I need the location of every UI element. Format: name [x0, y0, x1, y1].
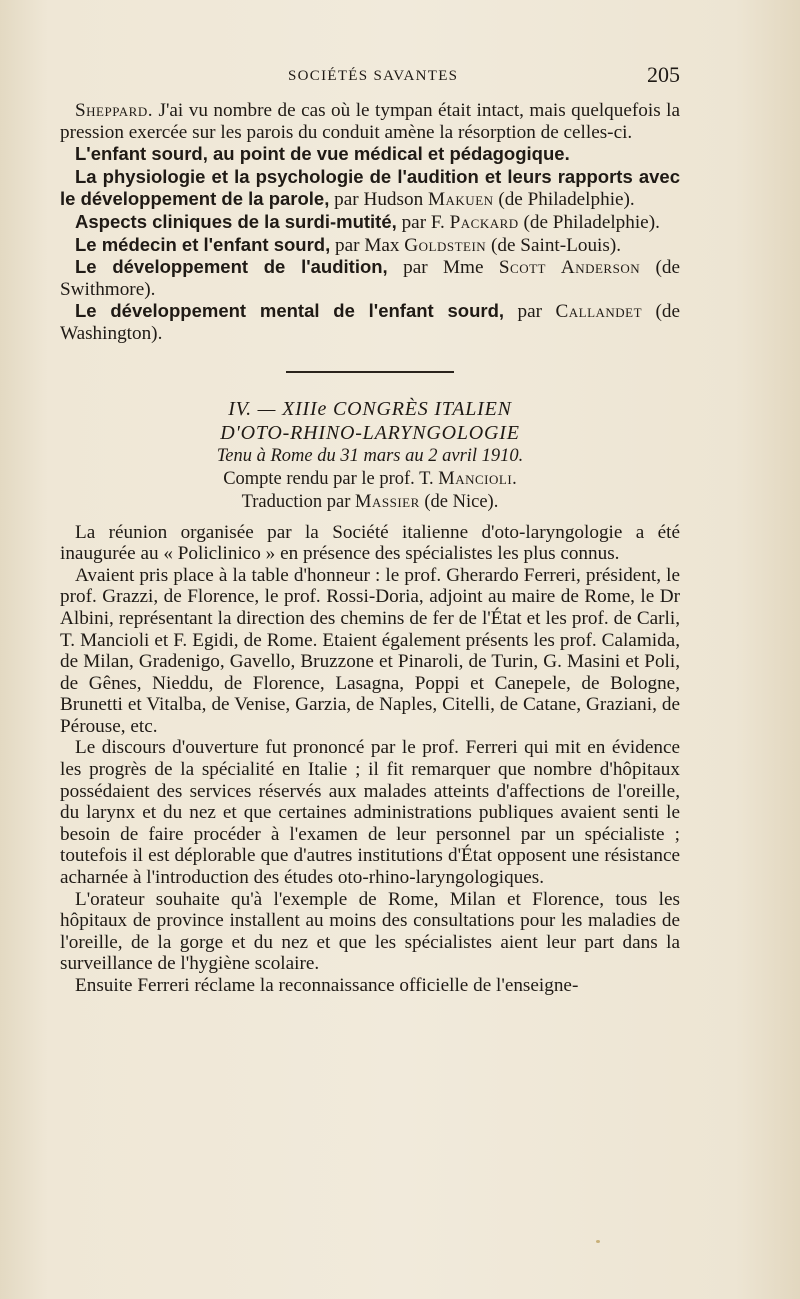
paper-entry: [60, 211, 680, 234]
report-credit-end: .: [512, 468, 517, 489]
paper-entry: [60, 300, 680, 344]
paper-byline: par Hudson: [329, 189, 428, 211]
paper-affiliation: (de Saint-Louis).: [486, 234, 622, 256]
translation-credit-end: (de Nice).: [419, 491, 499, 512]
paper-title: Le développement mental de l'enfant sourd,: [75, 300, 505, 322]
paper-entry: [60, 166, 680, 211]
paper-title: Le médecin et l'enfant sourd,: [75, 233, 331, 255]
paper-byline: par: [504, 301, 556, 323]
paper-author: Makuen: [427, 189, 494, 211]
paper-author: Callandet: [555, 301, 643, 323]
body-paragraph: L'orateur souhaite qu'à l'exemple de Rome, Milan et Florence, tous les hôpitaux de province installent au moins des consultations pour les maladies de l'oreille, de la gorge et du nez et que les spécialistes aient leur part dans la surveillance de l'hygiène scolaire.: [60, 888, 680, 975]
paper-speck: [596, 1240, 600, 1243]
paper-title: La physiologie et la psychologie de l'audition et leurs rapports avec le développement de la parole,: [60, 165, 680, 210]
section-subheading: D'OTO-RHINO-LARYNGOLOGIE: [220, 421, 520, 444]
report-credit: [60, 468, 680, 491]
paper-affiliation: (de Swithmore).: [60, 257, 680, 300]
paper-byline: par Mme: [387, 257, 499, 279]
paper-title: L'enfant sourd, au point de vue médical et pédagogique.: [75, 143, 570, 165]
body-paragraph: Le discours d'ouverture fut prononcé par le prof. Ferreri qui mit en évidence les progrès de la spécialité en Italie ; il fit remarquer que nombre d'hôpitaux possédaient des services réservés aux malades atteints d'affections de l'oreille, du larynx et du nez et que certaines administrations publiques avaient senti le besoin de faire procéder à l'examen de leur personnel par un spécialiste ; toutefois il est déplorable que d'autres institutions d'État opposent une résistance acharnée à l'introduction des études oto-rhino-laryngologiques.: [60, 737, 680, 889]
page-number: 205: [647, 62, 680, 87]
body-paragraph: Avaient pris place à la table d'honneur : le prof. Gherardo Ferreri, président, le prof. Grazzi, de Florence, le prof. Rossi-Doria, adjoint au maire de Rome, le Dr Albini, représentant la direction des chemins de fer de l'État et les prof. de Carli, T. Mancioli et F. Egidi, de Rome. Etaient également présents les prof. Calamida, de Milan, Gradenigo, Gavello, Bruzzone et Pinaroli, de Turin, G. Masini et Poli, de Gênes, Nieddu, de Florence, Lasagna, Poppi et Canepele, de Bologne, Brunetti et Vitalba, de Venise, Garzia, de Naples, Citelli, de Catane, Graziani, de Pérouse, etc.: [60, 564, 680, 737]
translation-credit-text: Traduction par: [241, 491, 356, 512]
spacer: [60, 514, 680, 522]
paper-affiliation: (de Philadelphie).: [518, 211, 660, 233]
report-author: Mancioli: [438, 468, 513, 489]
paper-entry: [60, 256, 680, 300]
paper-title: Le développement de l'audition,: [75, 256, 388, 278]
paper-author: Scott Anderson: [498, 257, 641, 279]
section-heading: IV. — XIIIe CONGRÈS ITALIEN: [228, 397, 512, 420]
running-title: SOCIÉTÉS SAVANTES: [288, 68, 459, 84]
text-column: [60, 100, 680, 997]
paper-entry: [60, 143, 680, 166]
body-paragraph: Ensuite Ferreri réclame la reconnaissance officielle de l'enseigne-: [75, 975, 579, 996]
meeting-dates: Tenu à Rome du 31 mars au 2 avril 1910.: [216, 445, 524, 466]
paper-affiliation: (de Washington).: [60, 301, 681, 344]
paper-author: Goldstein: [404, 234, 487, 256]
paper-author: Packard: [449, 211, 519, 233]
translator-name: Massier: [355, 491, 420, 512]
paper-affiliation: (de Philadelphie).: [493, 189, 635, 211]
page-header: [60, 62, 680, 92]
paper-byline: par Max: [330, 234, 405, 256]
speaker-name: Sheppard.: [75, 100, 154, 121]
paper-title: Aspects cliniques de la surdi-mutité,: [75, 210, 397, 232]
paper-byline: par F.: [396, 211, 450, 233]
paper-entry: [60, 234, 680, 257]
paragraph-text: J'ai vu nombre de cas où le tympan était intact, mais quelquefois la pression exercée sur les parois du conduit amène la résorption de celles-ci.: [60, 100, 680, 143]
translation-credit: [60, 491, 680, 514]
sheppard-paragraph: [60, 100, 680, 143]
section-divider: [286, 371, 454, 373]
body-paragraph: La réunion organisée par la Société italienne d'oto-laryngologie a été inaugurée au « Policlinico » en présence des spécialistes les plus connus.: [60, 521, 680, 565]
report-credit-text: Compte rendu par le prof. T.: [223, 468, 439, 489]
